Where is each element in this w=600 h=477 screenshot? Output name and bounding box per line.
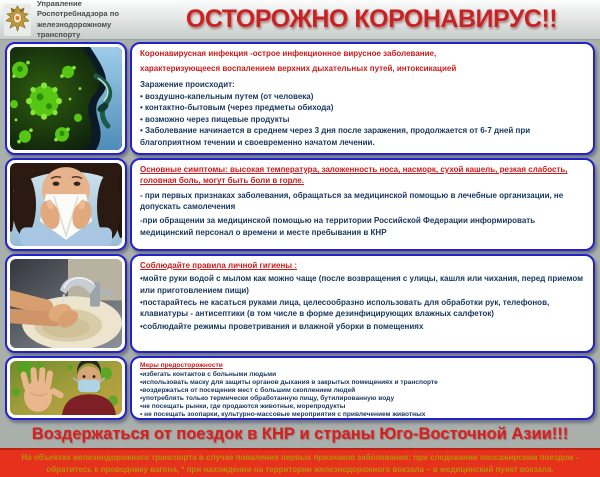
content-rows [0,40,600,420]
text-line: •употреблять только термически обработанную пищу, бутилированную воду [140,395,395,403]
text-line: • воздушно-капельным путем (от человека) [140,92,314,102]
precautions-heading: Меры предосторожности [140,362,223,369]
header [0,0,600,40]
symptoms-heading: Основные симптомы: высокая температура, заложенность носа, насморк, сухой кашель, резкая слабость, головная боль, могут быть боли в горле. [140,165,568,186]
infection-text-card [130,42,595,155]
text-line: •использовать маску для защиты органов дыхания в закрытых помещениях и транспорте [140,379,438,387]
virus-airways-image-card [5,42,127,155]
text-line: • Заболевание начинается в среднем через 3 дня после заражения, продолжается от 6-7 дней при благоприятном течении и своевременно начатом лечении. [140,126,531,147]
virus-airways-photo [10,47,122,150]
railway-instructions-banner: На объектах железнодорожного транспорта в случае появления первых признаков заболевания: при следовании пассажирским поездом - обратитесь к проводнику вагона, * при нахождении на территории железнодорожного вокзала – в медицинский пункт вокзала. [0,448,600,477]
hygiene-heading: Соблюдайте правила личной гигиены : [140,261,298,270]
text-line: Заражение происходит: [140,79,235,89]
hand-washing-photo [10,259,122,348]
text-line: •воздержаться от посещения мест с большим скоплением людей [140,387,356,395]
text-line: • возможно через пищевые продукты [140,114,290,124]
stop-gesture-photo [10,361,122,415]
text-line: - при первых признаках заболевания, обращаться за медицинской помощью в лечебные организации, не допускать самолечения [140,190,564,212]
rospotrebnadzor-emblem-icon [4,4,31,36]
symptoms-text-card [130,158,595,251]
text-line: • контактно-бытовым (через предметы обихода) [140,103,334,113]
text-line: -при обращении за медицинской помощью на территории Российской Федерации информировать медицинский персонал о времени и месте пребывания в КНР [140,216,536,237]
section-precautions [5,356,595,420]
stop-gesture-image-card [5,356,127,420]
text-line: • не посещать зоопарки, культурно-массовые мероприятия с привлечением животных [140,411,426,419]
text-line: •мойте руки водой с мылом как можно чаще (после возвращения с улицы, кашля или чихания, перед приемом или приготовлением пищи) [140,274,584,295]
sneezing-woman-photo [10,163,122,246]
precautions-text-card [130,356,595,420]
text-line: •соблюдайте режимы проветривания и влажной уборки в помещениях [140,321,424,331]
section-hygiene [5,254,595,353]
text-line: •избегать контактов с больными людьми [140,371,277,379]
text-line: •постарайтесь не касаться руками лица, целесообразно использовать для обработки рук, телефонов, клавиатуры - антисептики (в том числе в форме дезинфицирующих влажных салфеток) [140,298,550,319]
sneezing-woman-image-card [5,158,127,251]
agency-name: Управление Роспотребнадзора по железнодорожному транспорту [37,0,119,39]
section-symptoms [5,158,595,251]
hand-washing-image-card [5,254,127,353]
travel-advisory: Воздержаться от поездок в КНР и страны Юго-Восточной Азии!!! [31,424,569,443]
poster-title: ОСТОРОЖНО КОРОНАВИРУС!! [185,5,558,33]
text-line: характеризующееся воспалением верхних дыхательных путей, интоксикацией [140,64,457,74]
section-infection [5,42,595,155]
hygiene-text-card [130,254,595,353]
text-line: Коронавирусная инфекция -острое инфекционное вирусное заболевание, [140,49,437,58]
text-line: •не посещать рынки, где продаются животные, морепродукты [140,403,346,411]
